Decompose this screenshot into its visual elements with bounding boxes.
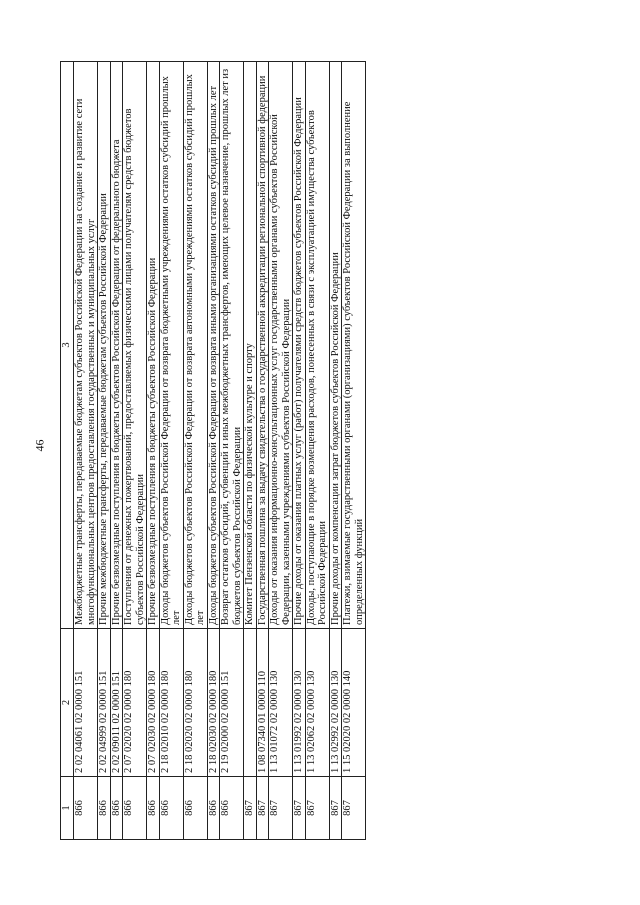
admin-code-cell: 867	[305, 777, 329, 840]
admin-code-cell: 866	[110, 777, 123, 840]
description-cell: Комитет Пензенской области по физической культуре и спорту	[244, 62, 257, 629]
admin-code-cell: 867	[293, 777, 306, 840]
table-row	[98, 62, 111, 840]
revenue-code-cell: 1 08 07340 01 0000 110	[256, 629, 269, 777]
admin-code-cell: 867	[269, 777, 293, 840]
description-cell: Прочие доходы от компенсации затрат бюджетов субъектов Российской Федерации	[329, 62, 342, 629]
description-cell: Платежи, взимаемые государственными органами (организациями) субъектов Российской Федерации за выполнение определенных функций	[342, 62, 366, 629]
revenue-code-cell: 2 02 04061 02 0000 151	[74, 629, 98, 777]
table-row	[244, 62, 257, 840]
table-row	[305, 62, 329, 840]
admin-code-cell: 866	[207, 777, 220, 840]
revenue-code-cell: 1 13 01072 02 0000 130	[269, 629, 293, 777]
revenue-codes-table	[60, 61, 366, 840]
table-row	[207, 62, 220, 840]
description-cell: Доходы бюджетов субъектов Российской Федерации от возврата бюджетными учреждениями остатков субсидий прошлых лет	[159, 62, 183, 629]
table-row	[269, 62, 293, 840]
page-number: 46	[32, 439, 47, 452]
table-row	[123, 62, 147, 840]
table-container	[60, 62, 583, 840]
admin-code-cell: 867	[342, 777, 366, 840]
column-header-3: 3	[61, 62, 74, 629]
revenue-code-cell: 2 19 02000 02 0000 151	[220, 629, 244, 777]
revenue-code-cell: 2 02 04999 02 0000 151	[98, 629, 111, 777]
admin-code-cell: 866	[123, 777, 147, 840]
admin-code-cell: 867	[329, 777, 342, 840]
description-cell: Поступления от денежных пожертвований, предоставляемых физическими лицами получателям средств бюджетов субъектов Российской Федерации	[123, 62, 147, 629]
revenue-code-cell: 1 13 01992 02 0000 130	[293, 629, 306, 777]
column-header-2: 2	[61, 629, 74, 777]
revenue-code-cell: 2 18 02010 02 0000 180	[159, 629, 183, 777]
table-row	[110, 62, 123, 840]
description-cell: Прочие межбюджетные трансферты, передаваемые бюджетам субъектов Российской Федерации	[98, 62, 111, 629]
admin-code-cell: 866	[74, 777, 98, 840]
description-cell: Доходы бюджетов субъектов Российской Федерации от возврата иными организациями остатков субсидий прошлых лет	[207, 62, 220, 629]
description-cell: Доходы от оказания информационно-консультационных услуг государственными органами субъектов Российской Федерации, казенными учреждениями субъектов Российской Федерации	[269, 62, 293, 629]
admin-code-cell: 867	[244, 777, 257, 840]
table-row	[329, 62, 342, 840]
revenue-code-cell: 2 02 09011 02 0000 151	[110, 629, 123, 777]
table-row	[342, 62, 366, 840]
table-row	[293, 62, 306, 840]
admin-code-cell: 866	[98, 777, 111, 840]
admin-code-cell: 866	[147, 777, 160, 840]
revenue-code-cell: 1 13 02062 02 0000 130	[305, 629, 329, 777]
table-row	[220, 62, 244, 840]
revenue-code-cell: 2 07 02020 02 0000 180	[123, 629, 147, 777]
description-cell: Прочие доходы от оказания платных услуг (работ) получателями средств бюджетов субъектов Российской Федерации	[293, 62, 306, 629]
description-cell: Возврат остатков субсидий, субвенций и иных межбюджетных трансфертов, имеющих целевое назначение, прошлых лет из бюджетов субъектов Российской Федерации	[220, 62, 244, 629]
revenue-code-cell: 1 13 02992 02 0000 130	[329, 629, 342, 777]
admin-code-cell: 866	[159, 777, 183, 840]
revenue-code-cell: 2 18 02020 02 0000 180	[183, 629, 207, 777]
description-cell: Доходы бюджетов субъектов Российской Федерации от возврата автономными учреждениями остатков субсидий прошлых лет	[183, 62, 207, 629]
revenue-code-cell: 2 18 02030 02 0000 180	[207, 629, 220, 777]
revenue-code-cell	[244, 629, 257, 777]
admin-code-cell: 867	[256, 777, 269, 840]
revenue-code-cell: 2 07 02030 02 0000 180	[147, 629, 160, 777]
description-cell: Доходы, поступающие в порядке возмещения расходов, понесенных в связи с эксплуатацией имущества субъектов Российской Федерации	[305, 62, 329, 629]
table-row	[74, 62, 98, 840]
description-cell: Межбюджетные трансферты, передаваемые бюджетам субъектов Российской Федерации на создание и развитие сети многофункциональных центров предоставления государственных и муниципальных услуг	[74, 62, 98, 629]
table-row	[183, 62, 207, 840]
description-cell: Государственная пошлина за выдачу свидетельства о государственной аккредитации региональной спортивной федерации	[256, 62, 269, 629]
table-row	[256, 62, 269, 840]
admin-code-cell: 866	[183, 777, 207, 840]
revenue-code-cell: 1 15 02020 02 0000 140	[342, 629, 366, 777]
column-header-1: 1	[61, 777, 74, 840]
header-row	[61, 62, 74, 840]
description-cell: Прочие безвозмездные поступления в бюджеты субъектов Российской Федерации от федерального бюджета	[110, 62, 123, 629]
description-cell: Прочие безвозмездные поступления в бюджеты субъектов Российской Федерации	[147, 62, 160, 629]
table-row	[159, 62, 183, 840]
table-row	[147, 62, 160, 840]
admin-code-cell: 866	[220, 777, 244, 840]
